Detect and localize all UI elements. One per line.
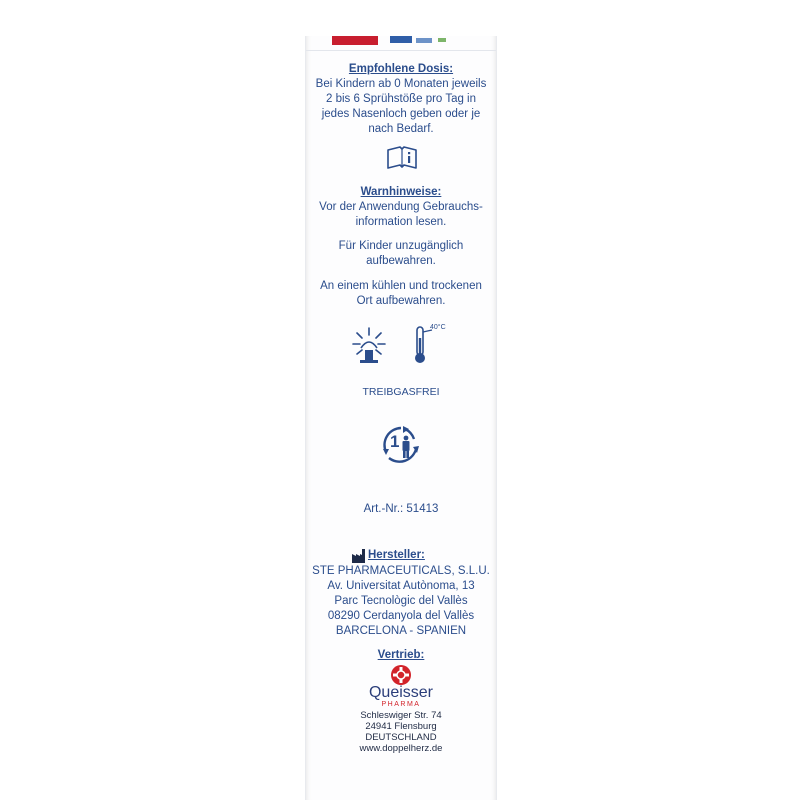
top-strip-blue-band xyxy=(390,36,412,43)
queisser-brand-name: Queisser xyxy=(368,684,434,701)
warnings-p2-line-1: Für Kinder unzugänglich xyxy=(338,240,464,252)
open-book-info-icon xyxy=(386,146,418,170)
manufacturer-line-4: 08290 Cerdanyola del Vallès xyxy=(327,610,475,622)
warnings-p3-line-1: An einem kühlen und trockenen xyxy=(320,280,482,292)
propellant-free-label: TREIBGASFREI xyxy=(362,386,440,398)
manufacturer-heading: Hersteller: xyxy=(368,549,425,561)
warnings-heading: Warnhinweise: xyxy=(360,186,442,198)
article-number: Art.-Nr.: 51413 xyxy=(363,503,439,515)
distributor-heading: Vertrieb: xyxy=(377,649,425,661)
temperature-limit-label: 40°C xyxy=(430,324,446,331)
distributor-line-2: 24941 Flensburg xyxy=(365,721,437,732)
queisser-logo-icon xyxy=(390,664,412,686)
sun-protection-icon xyxy=(351,326,387,366)
warnings-p1-line-2: information lesen. xyxy=(355,216,447,228)
top-strip-divider xyxy=(306,50,496,51)
queisser-brand-sub: PHARMA xyxy=(381,701,421,708)
warnings-p1-line-1: Vor der Anwendung Gebrauchs- xyxy=(319,201,483,213)
reuse-icon-number: 1 xyxy=(390,432,400,451)
top-strip-green-band xyxy=(438,38,446,42)
top-strip-red-band xyxy=(332,36,378,45)
factory-icon xyxy=(352,549,366,563)
dosage-line-3: jedes Nasenloch geben oder je xyxy=(321,108,481,120)
distributor-line-3: DEUTSCHLAND xyxy=(365,732,437,743)
manufacturer-line-3: Parc Tecnològic del Vallès xyxy=(334,595,468,607)
top-strip-light-blue-band xyxy=(416,38,432,43)
dosage-heading: Empfohlene Dosis: xyxy=(348,63,454,75)
package-side-panel xyxy=(305,36,497,800)
distributor-website: www.doppelherz.de xyxy=(359,743,443,754)
warnings-p2-line-2: aufbewahren. xyxy=(366,255,436,267)
dosage-line-2: 2 bis 6 Sprühstöße pro Tag in xyxy=(325,93,477,105)
manufacturer-line-1: STE PHARMACEUTICALS, S.L.U. xyxy=(312,565,490,577)
package-top-strip xyxy=(306,36,496,52)
manufacturer-line-5: BARCELONA - SPANIEN xyxy=(335,625,467,637)
single-patient-reuse-icon xyxy=(381,425,421,465)
warnings-p3-line-2: Ort aufbewahren. xyxy=(356,295,446,307)
manufacturer-line-2: Av. Universitat Autònoma, 13 xyxy=(327,580,475,592)
dosage-line-4: nach Bedarf. xyxy=(368,123,434,135)
dosage-line-1: Bei Kindern ab 0 Monaten jeweils xyxy=(315,78,487,90)
distributor-line-1: Schleswiger Str. 74 xyxy=(360,710,442,721)
